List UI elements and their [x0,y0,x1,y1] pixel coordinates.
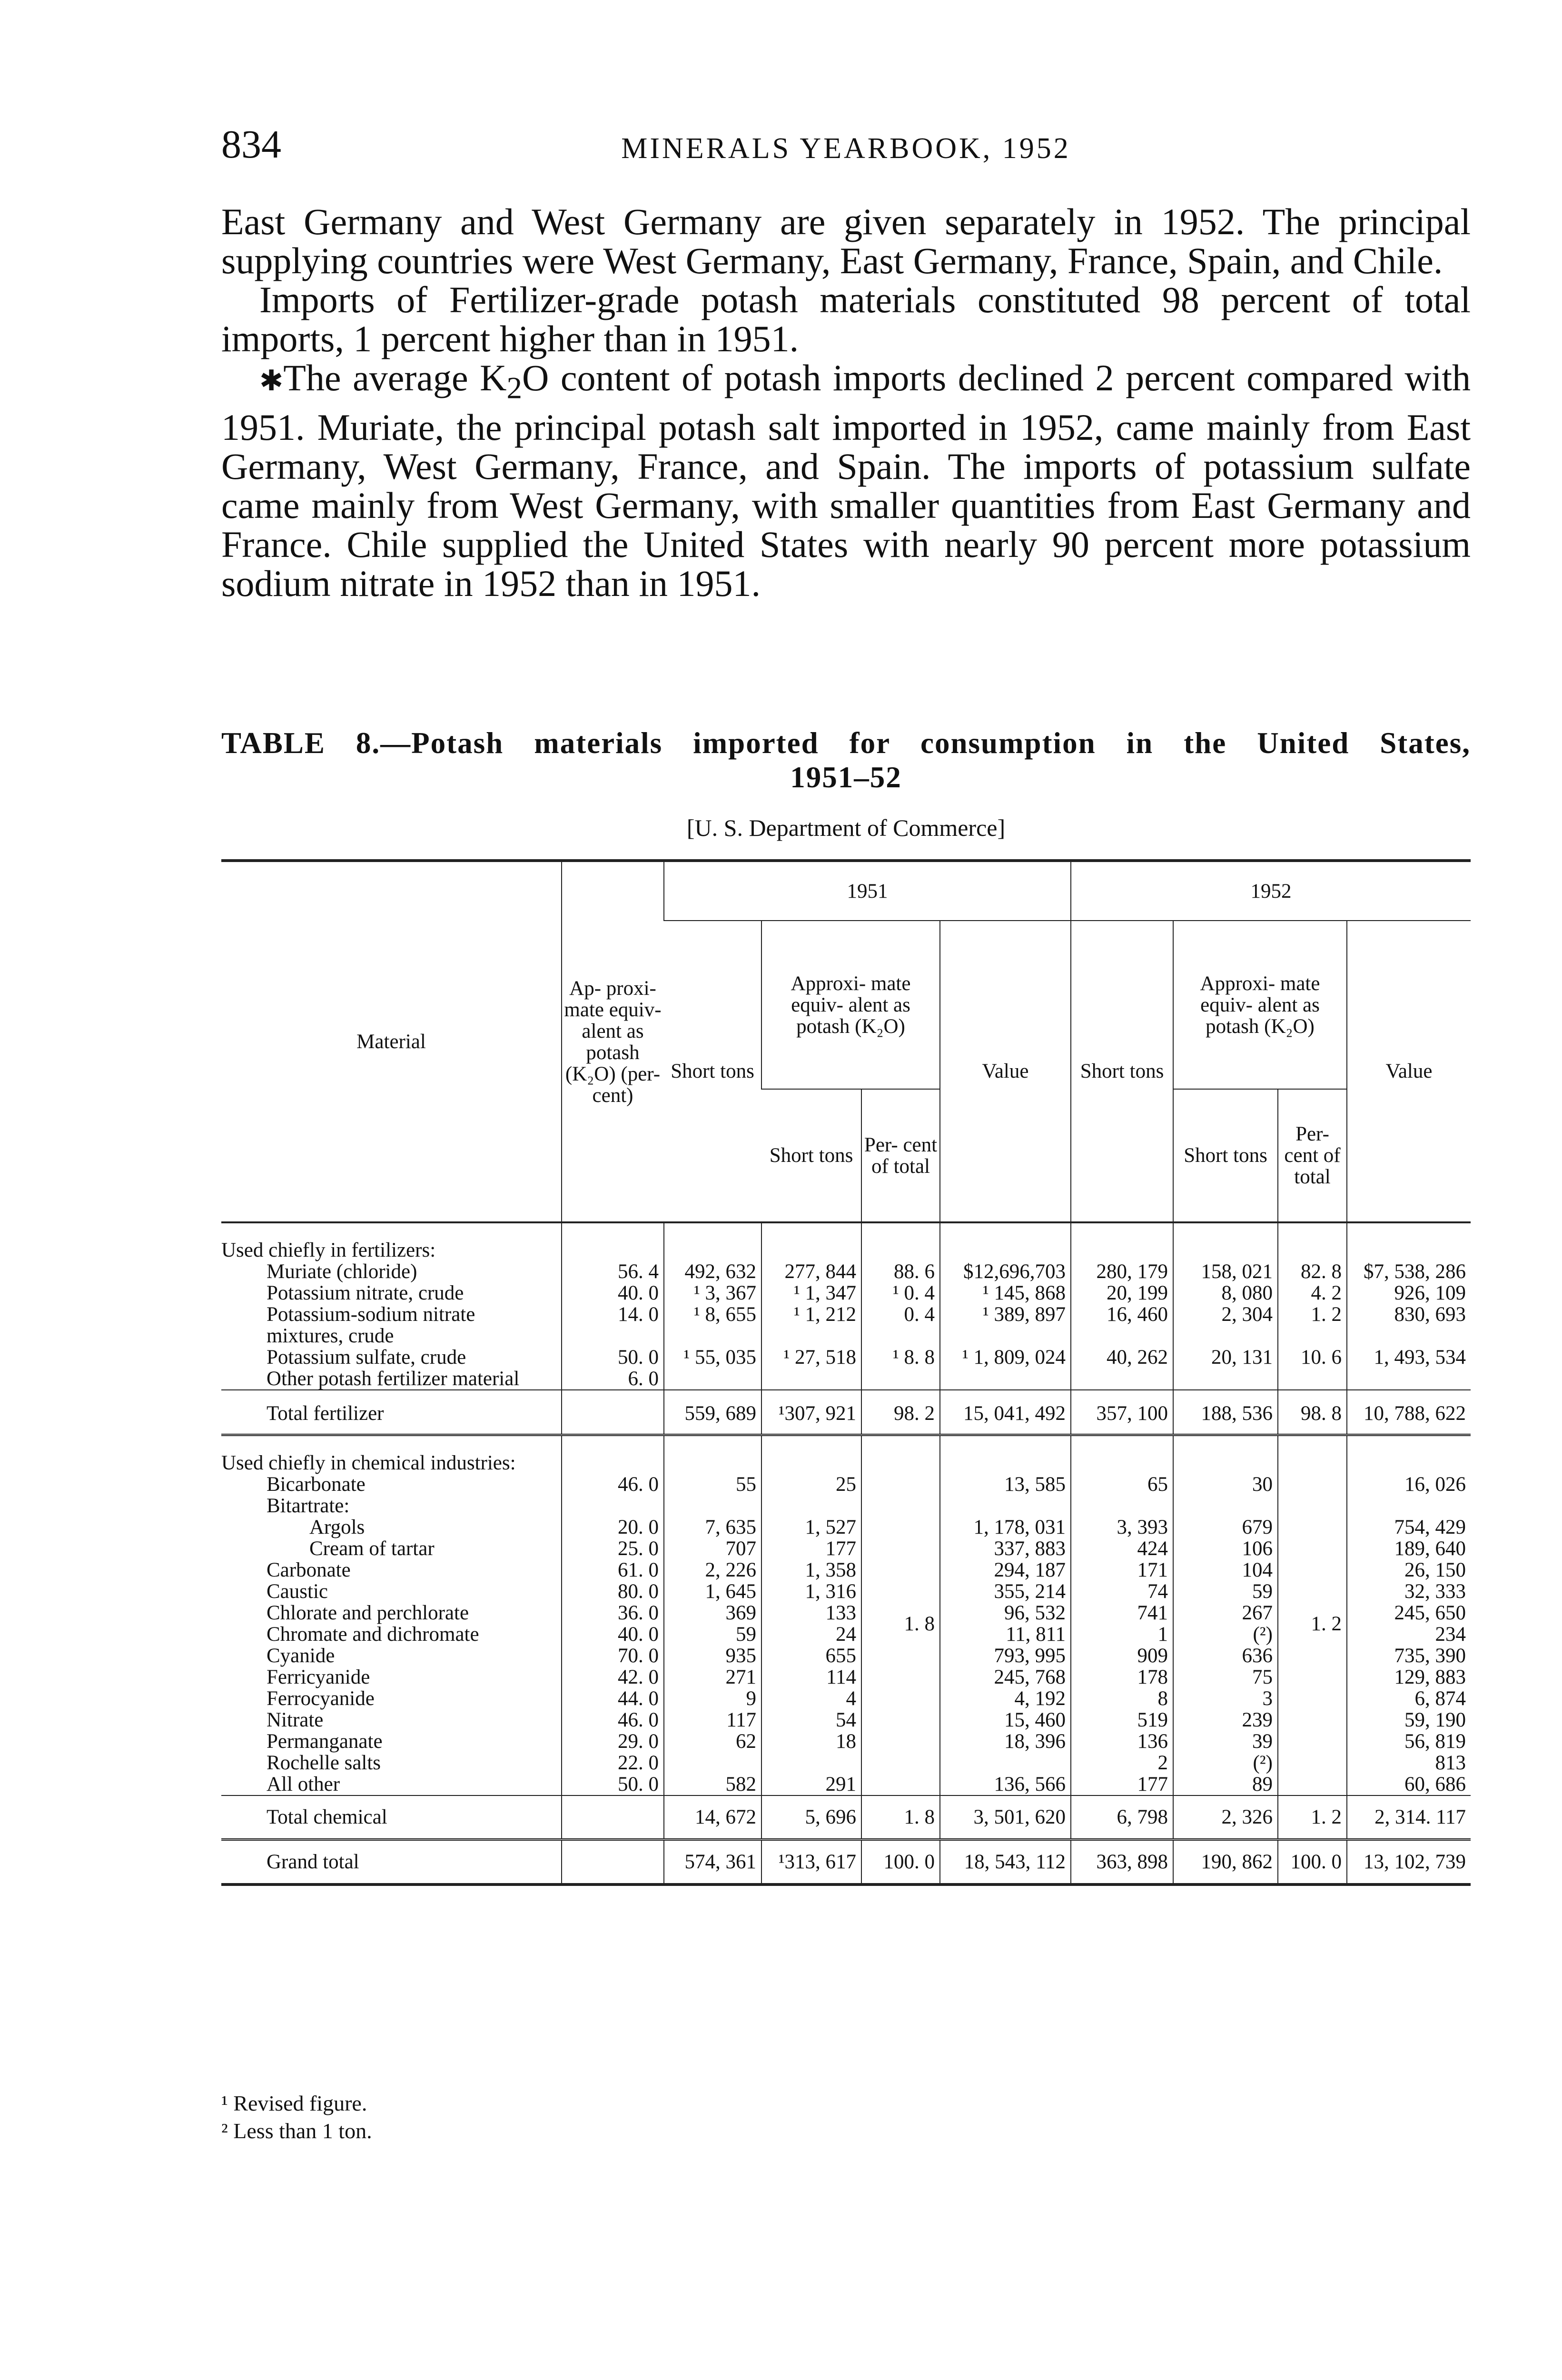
cell [940,1752,1071,1774]
cell: ¹ 145, 868 [940,1282,1071,1304]
cell: 88. 6 [861,1261,940,1282]
row-material: All other [267,1773,340,1795]
cell: 100. 0 [861,1840,940,1885]
table-source: [U. S. Department of Commerce] [686,814,1006,841]
cell: 337, 883 [940,1538,1071,1559]
cell: 741 [1071,1602,1173,1624]
cell: $7, 538, 286 [1347,1261,1471,1282]
cell: 18, 396 [940,1731,1071,1752]
potash-imports-table [221,859,1471,1886]
header-equiv-percent: Ap- proxi- mate equiv- alent as potash (K₂O) (per- cent) [562,861,664,1222]
cell: 74 [1071,1581,1173,1602]
header-short-tons-1951: Short tons [664,921,761,1222]
cell: 2, 314. 117 [1347,1795,1471,1840]
cell: 20. 0 [562,1517,664,1538]
cell: 44. 0 [562,1688,664,1709]
cell: 369 [664,1602,761,1624]
row-material: Ferricyanide [267,1666,370,1688]
paragraph-2: Imports of Fertilizer-grade potash materials constituted 98 percent of total imports, 1 percent higher than in 1951. [221,279,1471,359]
header-approx-1951: Approxi- mate equiv- alent as potash (K₂O) [761,921,940,1089]
cell [940,1495,1071,1517]
cell: 54 [761,1709,861,1731]
cell: 96, 532 [940,1602,1071,1624]
cell [562,1795,664,1840]
cell: 8, 080 [1173,1282,1278,1304]
paragraph-1: East Germany and West Germany are given separately in 1952. The principal supplying countries were West Germany, East Germany, France, Spain, and Chile. [221,201,1471,281]
cell: 75 [1173,1666,1278,1688]
row-material: Muriate (chloride) [267,1260,417,1283]
cell: 129, 883 [1347,1666,1471,1688]
row-material: Potassium-sodium nitrate mixtures, crude [267,1303,475,1347]
row-material: Permanganate [267,1730,383,1753]
cell: 20, 199 [1071,1282,1173,1304]
cell: 13, 102, 739 [1347,1840,1471,1885]
cell: 82. 8 [1278,1261,1347,1282]
page-header [221,121,1471,174]
cell: ¹ 0. 4 [861,1282,940,1304]
cell: 909 [1071,1645,1173,1666]
cell: (²) [1173,1624,1278,1645]
cell: 655 [761,1645,861,1666]
footnote-2: ² Less than 1 ton. [221,2119,372,2143]
cell: ¹ 1, 347 [761,1282,861,1304]
total-fertilizer-label: Total fertilizer [221,1390,562,1435]
cell: 18, 543, 112 [940,1840,1071,1885]
cell: 56, 819 [1347,1731,1471,1752]
cell: ¹ 389, 897 [940,1304,1071,1347]
grand-total-row [221,1840,1471,1885]
cell: 178 [1071,1666,1173,1688]
cell [1173,1368,1278,1390]
cell: 46. 0 [562,1474,664,1495]
cell: 5, 696 [761,1795,861,1840]
cell: 813 [1347,1752,1471,1774]
cell: 61. 0 [562,1559,664,1581]
row-material: Chromate and dichromate [267,1623,479,1646]
cell: 1. 2 [1278,1304,1347,1347]
row-material: Ferrocyanide [267,1687,375,1710]
cell: 363, 898 [1071,1840,1173,1885]
row-material: Bicarbonate [267,1473,366,1496]
header-sub-pct-1951: Per- cent of total [861,1089,940,1222]
cell: 16, 460 [1071,1304,1173,1347]
cell: 39 [1173,1731,1278,1752]
cell: 245, 768 [940,1666,1071,1688]
cell: 1, 316 [761,1581,861,1602]
cell: 46. 0 [562,1709,664,1731]
row-material: Cream of tartar [309,1537,435,1560]
cell: 1 [1071,1624,1173,1645]
cell: 56. 4 [562,1261,664,1282]
header-material: Material [221,861,562,1222]
paragraph-3 [221,358,1471,603]
cell: 3 [1173,1688,1278,1709]
cell: 22. 0 [562,1752,664,1774]
cell: 189, 640 [1347,1538,1471,1559]
cell: 98. 2 [861,1390,940,1435]
cell: 18 [761,1731,861,1752]
cell: 2, 304 [1173,1304,1278,1347]
row-material: Nitrate [267,1709,324,1731]
cell: 62 [664,1731,761,1752]
cell: 2, 326 [1173,1795,1278,1840]
cell: ¹ 8, 655 [664,1304,761,1347]
cell: 754, 429 [1347,1517,1471,1538]
header-sub-pct-1952: Per- cent of total [1278,1089,1347,1222]
chem-percent-1951: 1. 8 [861,1435,940,1796]
cell: ¹ 27, 518 [761,1347,861,1368]
subscript: 2 [506,371,522,406]
cell [861,1368,940,1390]
cell: 29. 0 [562,1731,664,1752]
cell: 2, 226 [664,1559,761,1581]
cell: 98. 8 [1278,1390,1347,1435]
cell: 1, 358 [761,1559,861,1581]
cell: 10. 6 [1278,1347,1347,1368]
cell: 136 [1071,1731,1173,1752]
cell: 40. 0 [562,1282,664,1304]
cell: 30 [1173,1474,1278,1495]
cell: 735, 390 [1347,1645,1471,1666]
cell: 4. 2 [1278,1282,1347,1304]
cell: 636 [1173,1645,1278,1666]
cell: 1. 2 [1278,1795,1347,1840]
cell: 271 [664,1666,761,1688]
header-year-1951: 1951 [664,861,1071,921]
cell: 294, 187 [940,1559,1071,1581]
cell: 355, 214 [940,1581,1071,1602]
total-chemical-row-label: Total chemical [221,1795,562,1840]
cell: 234 [1347,1624,1471,1645]
cell: 280, 179 [1071,1261,1173,1282]
cell: 40, 262 [1071,1347,1173,1368]
cell: 65 [1071,1474,1173,1495]
cell [562,1840,664,1885]
cell: 11, 811 [940,1624,1071,1645]
cell: 15, 460 [940,1709,1071,1731]
cell: 32, 333 [1347,1581,1471,1602]
cell: 0. 4 [861,1304,940,1347]
cell: 59 [664,1624,761,1645]
cell: 3, 501, 620 [940,1795,1071,1840]
cell: 4, 192 [940,1688,1071,1709]
cell: 1, 493, 534 [1347,1347,1471,1368]
cell: 1, 527 [761,1517,861,1538]
cell [664,1752,761,1774]
cell [1071,1495,1173,1517]
cell: ¹ 3, 367 [664,1282,761,1304]
footnote-1: ¹ Revised figure. [221,2091,367,2115]
cell: 60, 686 [1347,1774,1471,1795]
page-number: 834 [221,122,281,167]
row-material: Other potash fertilizer material [267,1368,520,1390]
cell: 158, 021 [1173,1261,1278,1282]
cell: 4 [761,1688,861,1709]
row-material: Chlorate and perchlorate [267,1602,469,1624]
cell: 9 [664,1688,761,1709]
cell [1347,1368,1471,1390]
cell [940,1368,1071,1390]
row-material: Potassium sulfate, crude [267,1346,466,1368]
cell: 55 [664,1474,761,1495]
section-heading: Used chiefly in chemical industries: [221,1452,516,1474]
cell: 6, 798 [1071,1795,1173,1840]
cell: 707 [664,1538,761,1559]
header-year-1952: 1952 [1071,861,1471,921]
row-material: Caustic [267,1580,328,1603]
cell: 239 [1173,1709,1278,1731]
cell: 582 [664,1774,761,1795]
cell: 793, 995 [940,1645,1071,1666]
cell [761,1368,861,1390]
cell: 357, 100 [1071,1390,1173,1435]
header-approx-1952: Approxi- mate equiv- alent as potash (K₂O) [1173,921,1347,1089]
row-material: Bitartrate: [267,1495,350,1517]
cell: 277, 844 [761,1261,861,1282]
cell [1173,1495,1278,1517]
cell [1278,1368,1347,1390]
cell: 424 [1071,1538,1173,1559]
cell: 926, 109 [1347,1282,1471,1304]
header-short-tons-1952: Short tons [1071,921,1173,1222]
cell: 13, 585 [940,1474,1071,1495]
cell: 136, 566 [940,1774,1071,1795]
header-sub-short-1951: Short tons [761,1089,861,1222]
cell: 36. 0 [562,1602,664,1624]
cell: 40. 0 [562,1624,664,1645]
cell: 574, 361 [664,1840,761,1885]
cell: 7, 635 [664,1517,761,1538]
cell: 935 [664,1645,761,1666]
cell [664,1368,761,1390]
cell: ¹ 1, 809, 024 [940,1347,1071,1368]
row-material: Cyanide [267,1645,335,1667]
cell: 14. 0 [562,1304,664,1347]
cell [1347,1495,1471,1517]
cell: 24 [761,1624,861,1645]
cell: 177 [761,1538,861,1559]
running-head: MINERALS YEARBOOK, 1952 [621,132,1071,165]
header-sub-short-1952: Short tons [1173,1089,1278,1222]
header-value-1952: Value [1347,921,1471,1222]
body-text [221,202,1471,603]
footnotes [221,2090,372,2145]
paragraph-3-rest: O content of potash imports declined 2 percent compared with 1951. Muriate, the principal potash salt imported in 1952, came mainly from East Germany, West Germany, France, and Spain. The imports of potassium sulfate came mainly from West Germany, with smaller quantities from East Germany and France. Chile supplied the United States with nearly 90 percent more potassium sodium nitrate in 1952 than in 1951. [221,357,1471,604]
cell: ¹313, 617 [761,1840,861,1885]
cell: 100. 0 [1278,1840,1347,1885]
cell: 42. 0 [562,1666,664,1688]
cell: 133 [761,1602,861,1624]
cell: 117 [664,1709,761,1731]
cell [1071,1368,1173,1390]
cell: 291 [761,1774,861,1795]
cell: 2 [1071,1752,1173,1774]
cell: 16, 026 [1347,1474,1471,1495]
cell [562,1495,664,1517]
cell: 104 [1173,1559,1278,1581]
cell: 15, 041, 492 [940,1390,1071,1435]
cell: 3, 393 [1071,1517,1173,1538]
cell: ¹ 55, 035 [664,1347,761,1368]
cell: ¹ 1, 212 [761,1304,861,1347]
cell: 267 [1173,1602,1278,1624]
cell [761,1495,861,1517]
cell: 492, 632 [664,1261,761,1282]
cell: 519 [1071,1709,1173,1731]
table-title [221,726,1471,794]
cell: 20, 131 [1173,1347,1278,1368]
row-material: Carbonate [267,1559,351,1581]
cell [664,1495,761,1517]
cell [761,1752,861,1774]
cell: 559, 689 [664,1390,761,1435]
cell: 106 [1173,1538,1278,1559]
table-title-line1: TABLE 8.—Potash materials imported for consumption in the United States, [221,726,1471,760]
table-body [221,1222,1471,1884]
cell: 14, 672 [664,1795,761,1840]
cell: 70. 0 [562,1645,664,1666]
total-chemical-row [221,1795,1471,1840]
paragraph-3-start: The average K [283,357,507,398]
cell: 6, 874 [1347,1688,1471,1709]
table-title-line2: 1951–52 [790,761,902,794]
cell: 6. 0 [562,1368,664,1390]
cell: 171 [1071,1559,1173,1581]
row-material: Potassium nitrate, crude [267,1282,464,1304]
row-material: Argols [309,1516,365,1538]
cell: 830, 693 [1347,1304,1471,1347]
grand-total-row-label: Grand total [221,1840,562,1885]
cell: (²) [1173,1752,1278,1774]
cell: 50. 0 [562,1774,664,1795]
cell: 59 [1173,1581,1278,1602]
cell: 89 [1173,1774,1278,1795]
chem-percent-1952: 1. 2 [1278,1435,1347,1796]
cell: $12,696,703 [940,1261,1071,1282]
cell: 26, 150 [1347,1559,1471,1581]
cell: 114 [761,1666,861,1688]
cell: 59, 190 [1347,1709,1471,1731]
cell: 8 [1071,1688,1173,1709]
cell: 25. 0 [562,1538,664,1559]
cell: 1. 8 [861,1795,940,1840]
section-heading: Used chiefly in fertilizers: [221,1239,436,1261]
cell: 245, 650 [1347,1602,1471,1624]
cell: 10, 788, 622 [1347,1390,1471,1435]
header-value-1951: Value [940,921,1071,1222]
row-material: Rochelle salts [267,1752,381,1774]
cell: 1, 645 [664,1581,761,1602]
cell: 50. 0 [562,1347,664,1368]
cell: ¹307, 921 [761,1390,861,1435]
cell: 188, 536 [1173,1390,1278,1435]
margin-mark-icon: ✱ [259,365,284,397]
cell: 190, 862 [1173,1840,1278,1885]
cell: 679 [1173,1517,1278,1538]
cell: ¹ 8. 8 [861,1347,940,1368]
cell: 1, 178, 031 [940,1517,1071,1538]
cell: 25 [761,1474,861,1495]
cell: 177 [1071,1774,1173,1795]
cell: 80. 0 [562,1581,664,1602]
